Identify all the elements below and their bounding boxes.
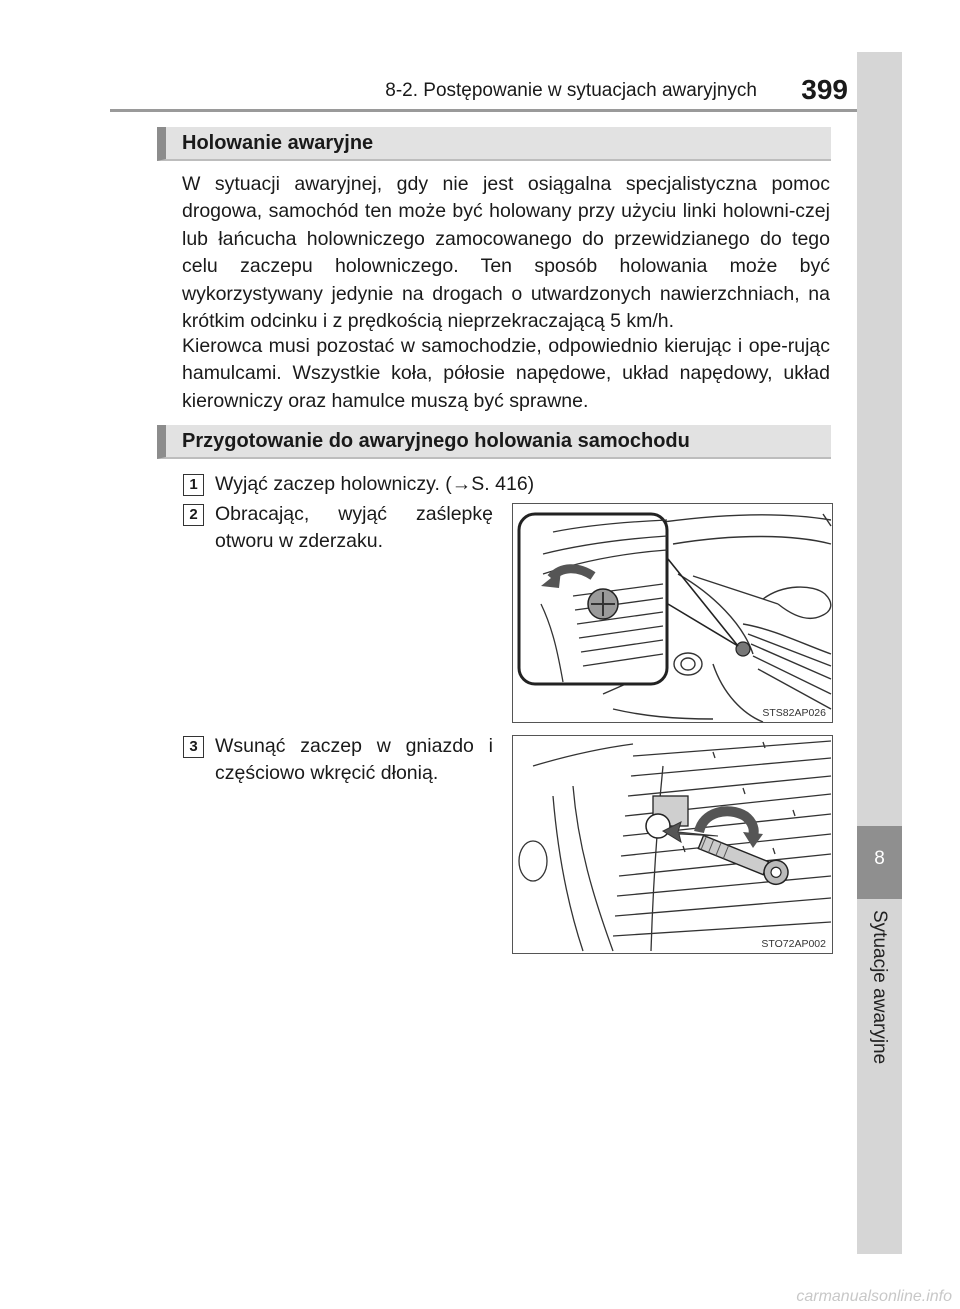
figure-remove-bumper-cap xyxy=(512,503,833,723)
step-number-badge: 3 xyxy=(183,736,204,758)
step-text: Wyjąć zaczep holowniczy. (→S. 416) xyxy=(215,473,535,495)
header-title: 8-2. Postępowanie w sytuacjach awaryjnych xyxy=(385,80,757,101)
step-number-badge: 2 xyxy=(183,504,204,526)
header-rule xyxy=(110,109,900,112)
figure-code: STO72AP002 xyxy=(761,938,826,950)
paragraph-towing-conditions: W sytuacji awaryjnej, gdy nie jest osiągalna specjalistyczna pomoc drogowa, samochód ten może być holowany przy użyciu linki holowni-czej lub łańcucha holowniczego zamocowanego do przewidzianego do tego celu zaczepu holowniczego. Ten sposób holowania może być wykorzystywany jedynie na drogach o utwardzonych nawierzchniach, na krótkim odcinku i z prędkością nieprzekraczającą 5 km/h. xyxy=(182,173,830,333)
step-text: Obracając, wyjąć zaślepkę otworu w zderzaku. xyxy=(215,503,493,553)
chapter-title: Sytuacje awaryjne xyxy=(869,910,890,1065)
paragraph-driver-requirements: Kierowca musi pozostać w samochodzie, odpowiednio kierując i ope-rując hamulcami. Wszystkie koła, półosie napędowe, układ napędowy, układ kierowniczy oraz hamulce muszą być sprawne. xyxy=(182,335,830,412)
section-heading-towing-preparation: Przygotowanie do awaryjnego holowania samochodu xyxy=(157,425,831,459)
tow-hook-illustration xyxy=(513,736,833,954)
figure-code: STS82AP026 xyxy=(762,707,826,719)
step-text: Wsunąć zaczep w gniazdo i częściowo wkręcić dłonią. xyxy=(215,735,493,785)
bumper-cap-illustration xyxy=(513,504,833,723)
chapter-number: 8 xyxy=(874,848,885,869)
figure-insert-tow-hook xyxy=(512,735,833,954)
section-heading-emergency-towing: Holowanie awaryjne xyxy=(157,127,831,161)
page-number: 399 xyxy=(801,74,848,105)
watermark: carmanualsonline.info xyxy=(796,1288,952,1305)
step-number-badge: 1 xyxy=(183,474,204,496)
